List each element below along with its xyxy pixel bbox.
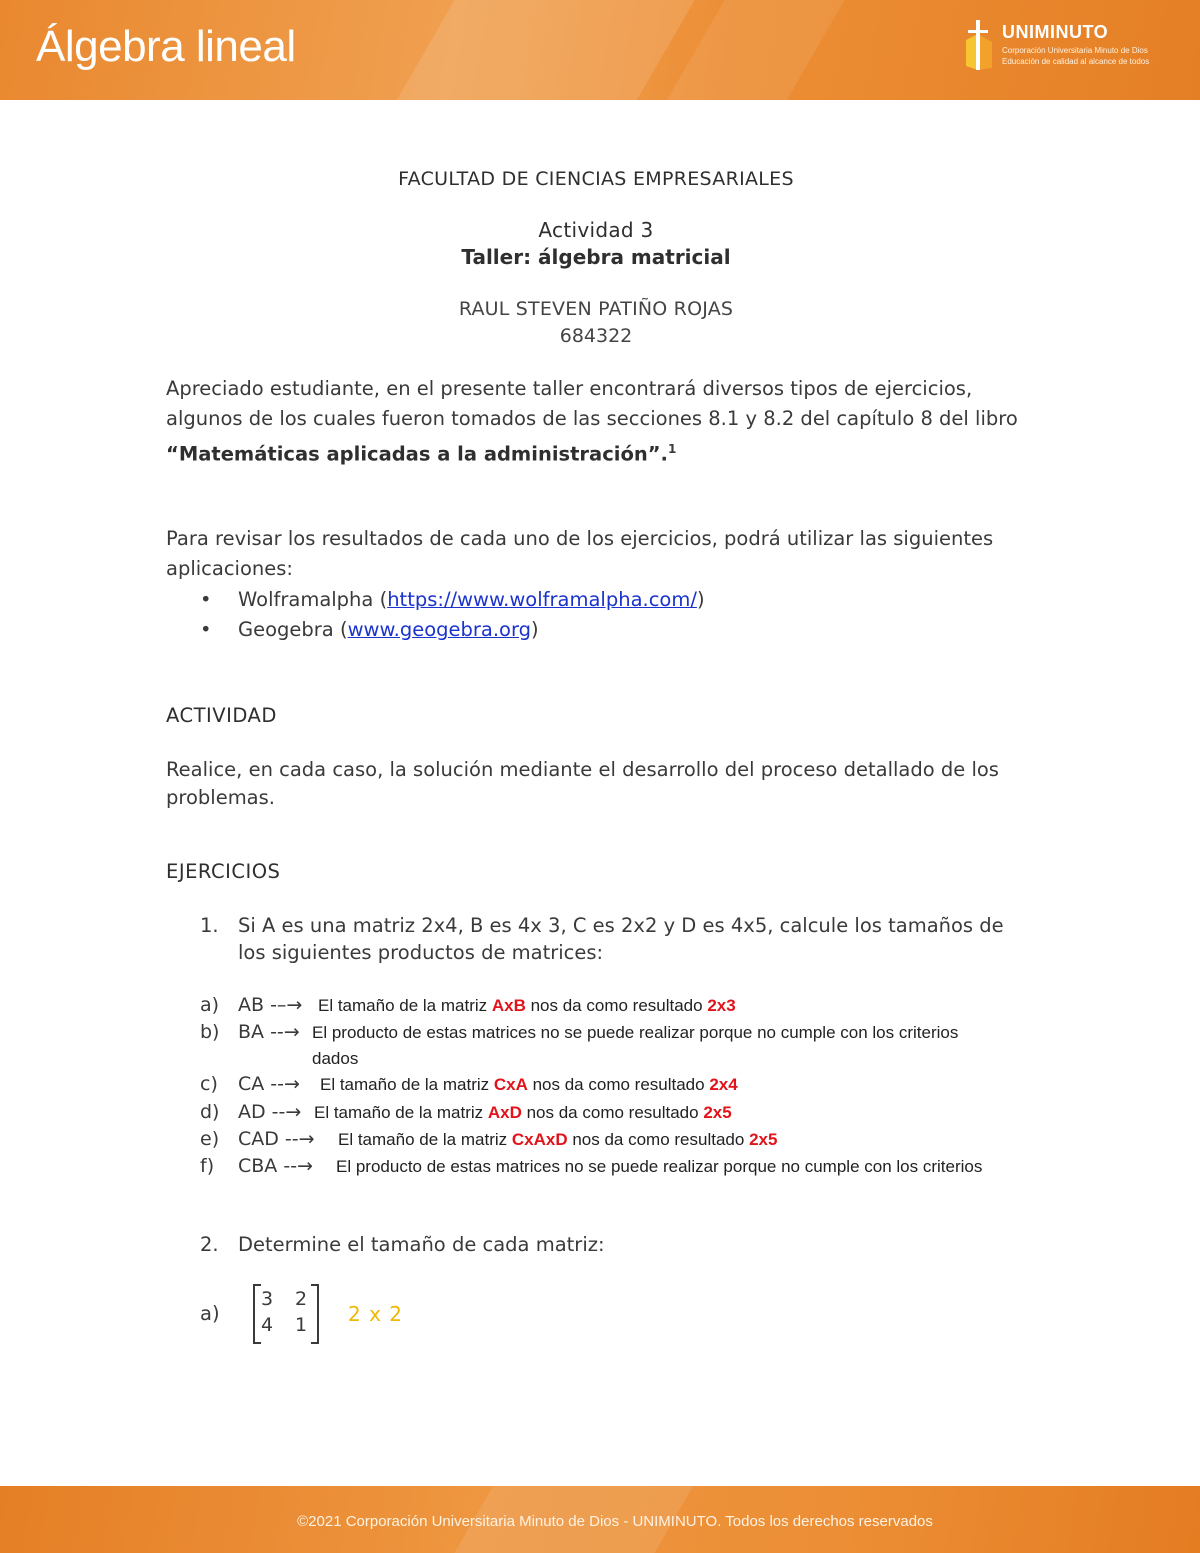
matrix-cell: 4	[260, 1314, 274, 1336]
answer-item	[200, 1126, 1040, 1152]
answer-size: 2x5	[703, 1103, 732, 1122]
answer-size: 2x4	[709, 1075, 738, 1094]
matrix-size-answer: 2 x 2	[348, 1302, 403, 1326]
item-answer: El producto de estas matrices no se puede realizar porque no cumple con los criterios dados	[312, 1023, 959, 1068]
list-item	[200, 585, 705, 615]
workshop-title: Taller: álgebra matricial	[461, 245, 731, 269]
exercises-heading: EJERCICIOS	[166, 860, 281, 883]
question-number: 2.	[200, 1233, 219, 1256]
matrix-2x2	[253, 1284, 319, 1342]
item-answer	[314, 1100, 732, 1126]
item-label: f)	[200, 1155, 215, 1177]
apps-list	[200, 585, 705, 645]
app-name: Geogebra (	[238, 618, 348, 641]
page-header	[0, 0, 1200, 100]
answer-highlight: CxA	[493, 1075, 528, 1094]
apps-paragraph: Para revisar los resultados de cada uno de los ejercicios, podrá utilizar las siguientes aplicaciones:	[166, 527, 994, 580]
item-product: CAD --→	[238, 1128, 315, 1150]
answer-item	[200, 1071, 1040, 1097]
faculty-title: FACULTAD DE CIENCIAS EMPRESARIALES	[398, 168, 794, 190]
student-name: RAUL STEVEN PATIÑO ROJAS	[458, 298, 734, 320]
item-label: a)	[200, 1302, 220, 1325]
activity-heading: ACTIVIDAD	[166, 704, 277, 727]
student-code: 684322	[559, 325, 633, 347]
question-2	[200, 1231, 1020, 1261]
course-title: Álgebra lineal	[36, 22, 296, 71]
matrix-cell: 2	[294, 1288, 308, 1310]
item-product: CA --→	[238, 1073, 300, 1095]
item-label: e)	[200, 1128, 220, 1150]
uniminuto-logo	[958, 16, 1168, 76]
item-label: d)	[200, 1101, 220, 1123]
answer-text: nos da como resultado	[525, 996, 708, 1015]
item-product: CBA --→	[238, 1155, 313, 1177]
item-answer	[338, 1127, 777, 1153]
answer-item	[200, 1153, 1040, 1205]
answer-highlight: CxAxD	[511, 1130, 568, 1149]
geogebra-link[interactable]: www.geogebra.org	[347, 618, 532, 641]
activity-instructions: Realice, en cada caso, la solución mediante el desarrollo del proceso detallado de los problemas.	[166, 758, 999, 809]
paren-close: )	[531, 618, 539, 641]
item-answer	[318, 993, 736, 1019]
logo-tagline: Educación de calidad al alcance de todos	[1002, 57, 1150, 66]
question-1	[200, 912, 1020, 972]
item-product: AD --→	[238, 1101, 302, 1123]
matrix-bracket-right	[311, 1284, 319, 1344]
answer-highlight: AxD	[487, 1103, 522, 1122]
list-item	[200, 615, 705, 645]
answer-text: nos da como resultado	[527, 1075, 710, 1094]
item-label: c)	[200, 1073, 218, 1095]
intro-text: Apreciado estudiante, en el presente taller encontrará diversos tipos de ejercicios, algunos de los cuales fueron tomados de las secciones 8.1 y 8.2 del capítulo 8 del libro	[166, 377, 1018, 430]
paren-close: )	[696, 588, 705, 611]
bullet: •	[200, 588, 212, 611]
activity-title: Actividad 3	[538, 218, 654, 242]
bullet: •	[200, 618, 212, 641]
answer-item	[200, 992, 1040, 1018]
logo-name: UNIMINUTO	[1002, 22, 1109, 42]
matrix-cell: 1	[294, 1314, 308, 1336]
item-label: b)	[200, 1021, 220, 1043]
answer-size: 2x5	[749, 1130, 778, 1149]
item-label: a)	[200, 994, 220, 1016]
item-product: AB -–→	[238, 994, 303, 1016]
page-footer	[0, 1486, 1200, 1553]
copyright-text: ©2021 Corporación Universitaria Minuto de Dios - UNIMINUTO. Todos los derechos reservados	[297, 1513, 933, 1530]
book-title: “Matemáticas aplicadas a la administración”.	[166, 442, 668, 466]
question-text: Si A es una matriz 2x4, B es 4x 3, C es 2x2 y D es 4x5, calcule los tamaños de los siguientes productos de matrices:	[238, 914, 1004, 964]
answer-text: El tamaño de la matriz	[320, 1075, 494, 1094]
item-product: BA --→	[238, 1021, 300, 1043]
answer-text: El tamaño de la matriz	[314, 1103, 488, 1122]
answer-size: 2x3	[707, 996, 736, 1015]
matrix-cell: 3	[260, 1288, 274, 1310]
item-answer	[320, 1072, 738, 1098]
header-decoration	[362, 0, 717, 100]
answer-text: nos da como resultado	[521, 1103, 704, 1122]
answer-text: El tamaño de la matriz	[318, 996, 492, 1015]
item-answer: El producto de estas matrices no se puede realizar porque no cumple con los criterios	[336, 1157, 983, 1176]
footnote-marker: 1	[667, 442, 677, 456]
answer-text: El tamaño de la matriz	[338, 1130, 512, 1149]
logo-subtitle: Corporación Universitaria Minuto de Dios	[1002, 46, 1148, 55]
wolframalpha-link[interactable]: https://www.wolframalpha.com/	[387, 588, 697, 611]
answer-text: nos da como resultado	[567, 1130, 750, 1149]
answer-highlight: AxB	[491, 996, 526, 1015]
answer-item	[200, 1099, 1040, 1125]
question-text: Determine el tamaño de cada matriz:	[238, 1233, 605, 1256]
logo-emblem-icon	[958, 16, 1002, 76]
question-number: 1.	[200, 914, 219, 937]
app-name: Wolframalpha (	[238, 588, 388, 611]
answer-item	[200, 1019, 1040, 1071]
intro-paragraph	[166, 374, 1046, 470]
